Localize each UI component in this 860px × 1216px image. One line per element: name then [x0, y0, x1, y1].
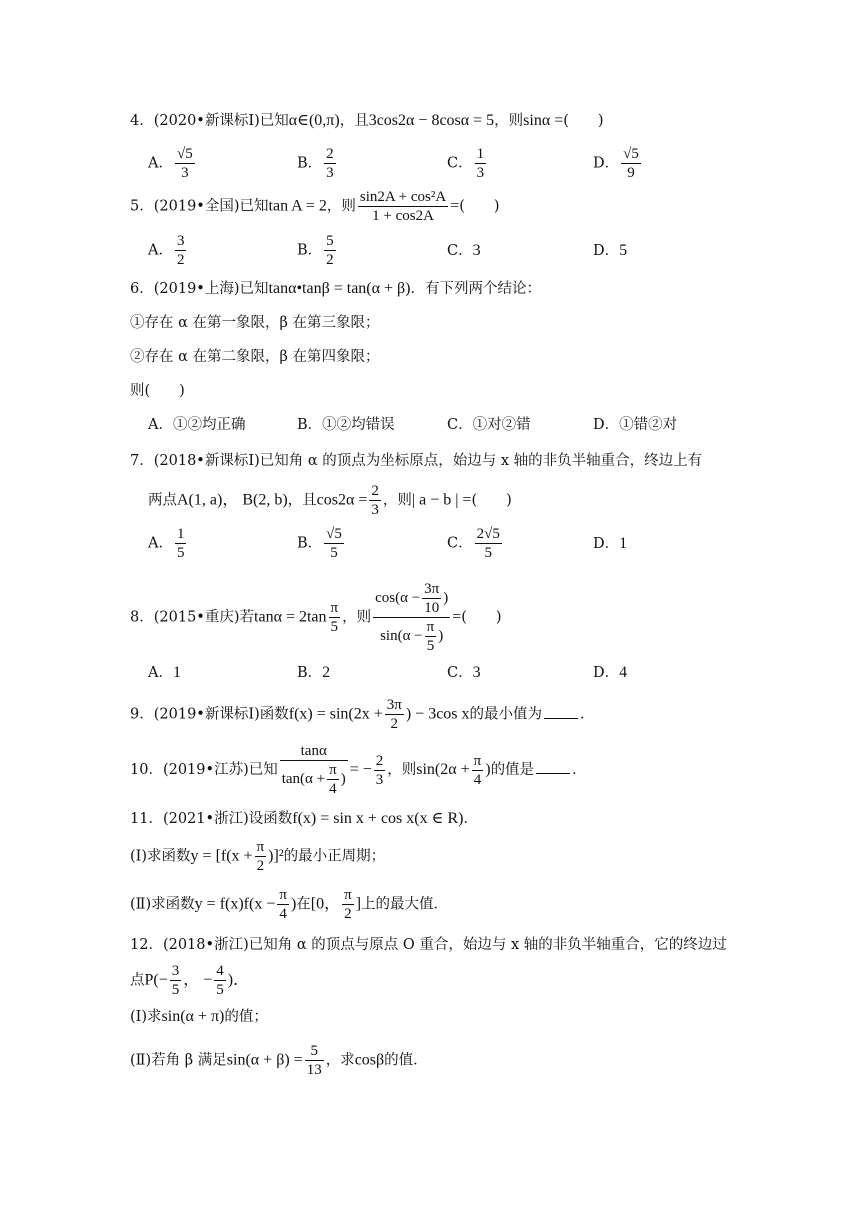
q8-text: 若 [239, 609, 255, 626]
q12-point: P(− [144, 971, 168, 989]
q8-cond-fraction: $\frac{\pi}{5}$ [330, 600, 339, 635]
question-6 [130, 278, 780, 300]
q11-part2-interval-end: ] [355, 895, 362, 913]
q11-part1-fraction: $\frac{\pi}{2}$ [256, 839, 265, 874]
q11-func: f(x) = sin x + cos x(x ∈ R) [292, 810, 464, 827]
q4-option-d[interactable] [593, 145, 643, 182]
question-11 [130, 808, 780, 830]
q4-text2: ，且 [339, 113, 369, 129]
q7-text2a: 两点 [148, 492, 177, 509]
option-fraction: $\frac{2√5}{5}$ [476, 526, 500, 561]
q5-fraction: $\frac{\text{sin2A + cos²A}}{1 + \cos 2A}$ [359, 189, 447, 224]
option-value: ①②均错误 [322, 417, 395, 433]
q11-part2-text: (Ⅱ)求函数 [130, 896, 195, 913]
q7-option-d[interactable] [593, 533, 627, 555]
q10-number: 10． [130, 762, 163, 778]
question-10 [130, 742, 780, 798]
q6-text2: ．有下列两个结论： [410, 281, 542, 297]
q11-part2-end: 上的最大值． [361, 896, 449, 913]
q6-option-d[interactable] [593, 414, 677, 436]
q10-fraction: tanα tan(α + $\frac{\pi}{4}$ ) [281, 743, 346, 797]
option-value: 1 [619, 535, 628, 552]
option-fraction: $\frac{√5}{3}$ [176, 146, 193, 181]
q6-option-b[interactable] [297, 414, 395, 436]
q11-part1 [130, 838, 780, 875]
q7-points: A(1, a)， B(2, b) [177, 491, 288, 509]
option-label: B． [297, 242, 323, 259]
q10-ask: sin(2α + [416, 761, 470, 778]
option-label: B． [297, 535, 323, 552]
option-fraction: $\frac{1}{5}$ [176, 526, 185, 561]
option-value: ①错②对 [619, 417, 678, 433]
q5-eq: = [450, 197, 460, 215]
q8-number: 8． [130, 609, 154, 626]
q12-text: 已知角 α 的顶点与原点 O 重合，始边与 x 轴的非负半轴重合，它的终边过 [248, 937, 727, 953]
question-7 [130, 450, 780, 472]
q9-fraction: $\frac{3\pi}{2}$ [386, 697, 402, 732]
q7-fraction: $\frac{2}{3}$ [371, 483, 379, 518]
q9-source: (2019•新课标Ⅰ) [153, 706, 260, 723]
q11-number: 11． [130, 811, 163, 827]
q6-number: 6． [130, 281, 154, 297]
q6-line2: ②存在 α 在第二象限，β 在第四象限； [130, 349, 380, 365]
option-label: C． [447, 665, 473, 681]
q10-ask-fraction: $\frac{\pi}{4}$ [473, 752, 482, 788]
q12-part2-text: (Ⅱ)若角 β 满足 [130, 1052, 227, 1069]
option-fraction: $\frac{√5}{5}$ [326, 526, 342, 561]
q7-ask: | a − b | = [411, 491, 472, 509]
q12-part2-ask: cosβ [354, 1051, 385, 1069]
q12-part1 [130, 1006, 780, 1028]
q6-option-c[interactable] [447, 414, 531, 436]
q10-ask2: ) [485, 761, 491, 778]
q8-option-c[interactable] [447, 662, 481, 684]
q11-part1-text: (Ⅰ)求函数 [130, 848, 191, 865]
q11-source: (2021•浙江) [162, 811, 249, 827]
q11-text: 设函数 [248, 811, 293, 827]
q11-part2-fraction2: $\frac{\pi}{2}$ [344, 887, 352, 922]
q12-part2-fraction: $\frac{5}{13}$ [306, 1043, 322, 1078]
q7-text2b: ，且 [287, 492, 317, 509]
q11-part2 [130, 886, 780, 923]
q9-number: 9． [130, 706, 154, 723]
q7-cond: cos2α = [316, 491, 368, 509]
q4-number: 4． [130, 113, 154, 129]
option-value: ①②均正确 [172, 417, 246, 433]
q7-option-b[interactable] [297, 525, 346, 562]
q9-answer-blank[interactable] [544, 704, 578, 719]
option-value: 5 [619, 242, 628, 259]
q5-option-c[interactable] [447, 240, 481, 262]
q4-option-c[interactable] [447, 145, 488, 182]
option-fraction: $\frac{5}{2}$ [326, 233, 334, 268]
q11-part2-text2: 在 [296, 896, 311, 913]
q6-cond: tanα•tanβ = tan(α + β) [268, 280, 411, 297]
question-9 [130, 696, 780, 733]
option-label: D． [593, 243, 620, 259]
q5-option-d[interactable] [593, 240, 627, 262]
option-label: B． [297, 417, 323, 433]
q5-cond: tan A = 2 [268, 197, 327, 215]
q8-paren: ( ) [461, 609, 502, 626]
option-label: C． [447, 155, 473, 172]
q8-option-a[interactable] [148, 662, 181, 684]
option-label: D． [593, 536, 620, 552]
option-label: D． [593, 417, 620, 433]
q7-source: (2018•新课标Ⅰ) [153, 453, 260, 469]
option-label: C． [447, 535, 473, 552]
q8-main-fraction: cos(α − $\frac{3\pi}{10}$ ) sin(α − $\frac{\pi}{5}$ ) [375, 581, 449, 654]
q12-part1-math: sin(α + π) [161, 1008, 225, 1025]
q9-end: ． [580, 706, 595, 723]
q6-option-a[interactable] [148, 414, 245, 436]
q10-eq: = − [349, 761, 372, 778]
q7-number: 7． [130, 453, 154, 469]
q4-cond2: 3cos2α − 8cosα = 5 [368, 112, 495, 129]
option-fraction: $\frac{1}{3}$ [476, 146, 485, 181]
q12-sep: ， − [183, 971, 213, 989]
q8-cond: tanα = 2tan [254, 608, 327, 626]
q12-point-end: )． [227, 971, 250, 989]
q7-text2c: ，则 [382, 492, 412, 509]
q8-source: (2015•重庆) [153, 609, 240, 626]
q11-part2-math2: ) [290, 895, 297, 913]
option-value: 4 [619, 664, 628, 681]
option-label: D． [593, 665, 620, 681]
q12-part1-end: 的值； [224, 1009, 268, 1025]
q9-func: f(x) = sin(2x + [288, 705, 383, 723]
option-value: ①对②错 [472, 417, 531, 433]
q4-text: 已知 [259, 113, 289, 129]
q4-option-b[interactable] [297, 145, 338, 182]
option-value: 2 [322, 664, 331, 681]
q5-text: 已知 [239, 198, 269, 215]
q10-text: 已知 [248, 762, 278, 778]
q11-part2-fraction: $\frac{\pi}{4}$ [279, 887, 287, 922]
q5-option-b[interactable] [297, 232, 338, 269]
option-label: A． [148, 242, 173, 259]
q11-part2-interval: [0， [310, 895, 341, 913]
q6-line1: ①存在 α 在第一象限，β 在第三象限； [130, 315, 380, 331]
q10-text2: ，则 [387, 762, 417, 778]
q5-paren: ( ) [459, 198, 500, 215]
q8-text2: ，则 [342, 609, 372, 626]
q7-option-c[interactable] [447, 525, 504, 562]
question-5 [130, 188, 780, 225]
question-12 [130, 934, 780, 956]
q5-text2: ，则 [326, 198, 356, 215]
option-label: A． [148, 665, 173, 681]
q6-line3: 则( ) [130, 383, 185, 399]
option-fraction: $\frac{√5}{9}$ [623, 146, 639, 181]
option-label: A． [148, 155, 173, 172]
q11-part1-end: 的最小正周期； [283, 848, 386, 865]
option-value: 3 [472, 242, 481, 259]
q4-cond1: α∈(0,π) [288, 112, 340, 129]
q9-func2: ) − 3cos x [405, 705, 470, 723]
q4-text3: ，则 [494, 113, 524, 129]
q9-text2: 的最小值为 [469, 706, 543, 723]
q12-part2-end: 的值． [384, 1052, 428, 1069]
q10-text3: 的值是 [490, 762, 535, 778]
q11-part2-math: y = f(x)f(x − [194, 895, 276, 913]
q12-part2-text2: ，求 [325, 1052, 355, 1069]
q7-line2 [148, 482, 780, 519]
option-value: 1 [172, 664, 181, 681]
q8-option-d[interactable] [593, 662, 627, 684]
q6-text: 已知 [239, 281, 269, 297]
q12-fraction2: $\frac{4}{5}$ [216, 963, 224, 998]
option-value: 3 [472, 664, 481, 681]
option-fraction: $\frac{2}{3}$ [326, 146, 334, 181]
q4-option-a[interactable] [148, 145, 197, 182]
q11-part1-math: y = [f(x + [190, 847, 253, 865]
q7-option-a[interactable] [148, 525, 188, 562]
q12-text2: 点 [130, 972, 145, 989]
q11-end: ． [463, 811, 478, 827]
q9-text: 函数 [259, 706, 289, 723]
option-label: D． [593, 155, 620, 172]
q12-source: (2018•浙江) [162, 937, 249, 953]
q10-answer-blank[interactable] [536, 759, 570, 774]
q12-fraction1: $\frac{3}{5}$ [171, 963, 180, 998]
q12-part2 [130, 1042, 780, 1079]
option-label: C． [447, 243, 473, 259]
option-fraction: $\frac{3}{2}$ [176, 233, 185, 268]
q5-option-a[interactable] [148, 232, 188, 269]
option-label: A． [148, 417, 173, 433]
option-label: B． [297, 155, 323, 172]
option-label: A． [148, 535, 173, 552]
q11-part1-math2: )]² [268, 847, 284, 865]
q12-line2 [130, 962, 780, 999]
q4-ask: sinα = [523, 112, 564, 129]
q12-number: 12． [130, 937, 163, 953]
q5-number: 5． [130, 198, 154, 215]
q4-source: (2020•新课标Ⅰ) [153, 113, 260, 129]
q10-rhs: $\frac{2}{3}$ [375, 752, 384, 788]
q12-part2-math: sin(α + β) = [226, 1051, 303, 1069]
q12-part1-text: (Ⅰ)求 [130, 1009, 162, 1025]
q7-text: 已知角 α 的顶点为坐标原点，始边与 x 轴的非负半轴重合，终边上有 [259, 453, 703, 469]
option-label: C． [447, 417, 473, 433]
q6-source: (2019•上海) [153, 281, 240, 297]
question-4 [130, 110, 780, 132]
q8-eq: = [452, 608, 462, 626]
q10-end: ． [572, 762, 587, 778]
q4-paren: ( ) [563, 113, 604, 129]
q8-option-b[interactable] [297, 662, 330, 684]
q10-source: (2019•江苏) [162, 762, 249, 778]
q5-source: (2019•全国) [153, 198, 240, 215]
option-label: B． [297, 665, 323, 681]
question-8 [130, 580, 780, 655]
q7-paren: ( ) [471, 492, 512, 509]
